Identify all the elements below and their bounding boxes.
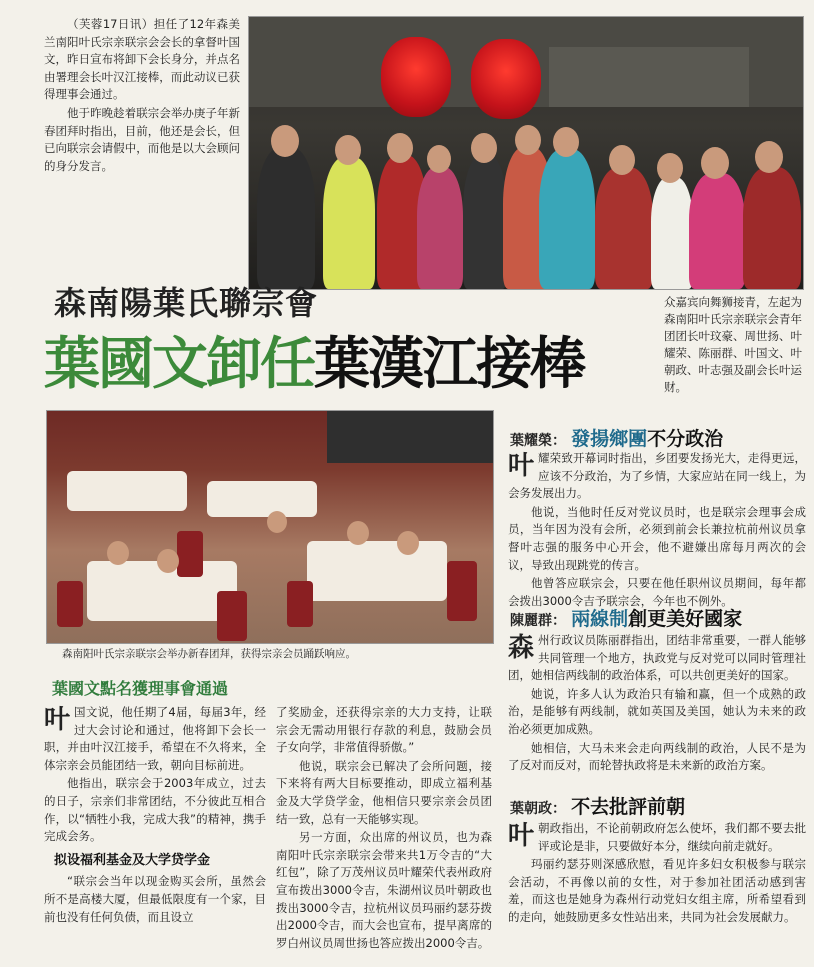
r1-paragraph-3: 他曾答应联宗会，只要在他任职州议员期间，每年都会拨出3000令吉予联宗会，今年也不例外。: [508, 576, 806, 608]
quote-3: 不去批評前朝: [571, 796, 686, 818]
speaker-name-ye-chao-zheng: 葉朝政：: [510, 801, 566, 817]
speaker-name-chen-li-qun: 陳麗群：: [510, 613, 566, 629]
speaker-name-ye-yao-rong: 葉耀榮：: [510, 433, 566, 449]
right-section-2-body: [508, 632, 806, 776]
left-col1-paragraph-3: “联宗会当年以现金购买会所，虽然会所不是高楼大厦，但最低限度有一个家，目前也没有任何负债，而且设立: [44, 874, 266, 924]
right-section-2-heading: [510, 604, 806, 631]
r2-paragraph-2: 她说，许多人认为政治只有输和赢，但一个成熟的政治，是能够有两线制，就如英国及美国，她认为未来的政治必须更加成熟。: [508, 686, 806, 736]
main-headline: [44, 320, 654, 400]
right-section-3-heading: [510, 792, 806, 819]
right-section-3-body: [508, 820, 806, 928]
left-col2-paragraph-3: 另一方面，众出席的州议员，也为森南阳叶氏宗亲联宗会带来共1万令吉的“大红包”，除了万茂州议员叶耀荣代表州政府宣布拨出3000令吉，朱湖州议员叶朝政也拨出3000令吉，拉杭州议员玛丽约瑟芬拨出2000令吉，而大会也宣布，提早离席的罗白州议员周世扬也答应拨出2000令吉。: [276, 830, 492, 950]
left-col1-paragraph-1: 国文说，他任期了4届，每届3年，经过大会讨论和通过，他将卸下会长一职，并由叶汉江接手，希望在不久将来，全体宗亲会员能团结一致，朝向目标前进。: [44, 705, 266, 772]
bottom-photo-caption: 森南阳叶氏宗亲联宗会举办新春团拜，获得宗亲会员踊跃响应。: [62, 648, 356, 660]
quote-blue-1: 發揚鄉團: [571, 428, 648, 450]
left-col2-paragraph-2: 他说，联宗会已解决了会所问题，接下来将有两大目标要推动，即成立福利基金及大学贷学金，他相信只要宗亲会员团结一致，总有一天能够实现。: [276, 758, 492, 826]
r1-paragraph-2: 他说，当他时任反对党议员时，也是联宗会理事会成员，当年因为没有会所，必须到前会长兼拉杭前州议员拿督叶志强的服务中心开会，他不避嫌出席每月两次的会议，导致出现跳党的传言。: [508, 504, 806, 572]
left-column-2: [276, 704, 492, 953]
dropcap-ye-3: 叶: [508, 821, 535, 851]
r2-paragraph-3: 她相信，大马未来会走向两线制的政治，人民不是为了反对而反对，而轮替执政将是未来新的政治方案。: [508, 740, 806, 773]
banquet-photo: [46, 410, 494, 644]
left-col2-paragraph-1: 了奖励金，还获得宗亲的大力支持，让联宗会无需动用银行存款的利息，鼓励会员子女向学，非常值得骄傲。”: [276, 705, 492, 755]
intro-paragraph-1: （芙蓉17日讯）担任了12年森美兰南阳叶氏宗亲联宗会会长的拿督叶国文，昨日宣布将卸下会长身分，并点名由署理会长叶汉江接棒，而此动议已获得理事会通过。: [44, 17, 240, 102]
headline-left: 葉國文卸任: [44, 331, 314, 397]
right-section-1-body: [508, 450, 806, 611]
intro-paragraph-2: 他于昨晚趁着联宗会举办庚子年新春团拜时指出，目前，他还是会长，但已向联宗会请假中，而他是以大会顾问的身分发言。: [44, 105, 240, 173]
lion-dance-photo: [248, 16, 804, 290]
quote-black-1: 不分政治: [647, 428, 724, 450]
quote-blue-2: 兩線制: [571, 608, 629, 630]
intro-article: [44, 16, 240, 176]
r3-paragraph-2: 玛丽约瑟芬则深感欣慰，看见许多妇女积极参与联宗会活动，不再像以前的女性，对于参加社团活动感到害羞，而这也是她身为森州行动党妇女组主席，所希望看到的走向，她鼓励更多女性站出来，共同为社会发展献力。: [508, 857, 806, 924]
dropcap-ye-2: 叶: [508, 451, 535, 481]
left-col1-subhead: 拟设福利基金及大学贷学金: [54, 852, 211, 868]
r1-paragraph-1: 耀荣致开幕词时指出，乡团要发扬光大，走得更远，应该不分政治，为了乡情，大家应站在同一线上，为会务发展出力。: [508, 451, 806, 501]
top-photo-caption: 众嘉宾向舞狮接青，左起为森南阳叶氏宗亲联宗会青年团团长叶玟豪、周世扬、叶耀荣、陈丽群、叶国文、叶朝政、叶志强及副会长叶运财。: [664, 295, 802, 394]
r2-paragraph-1: 州行政议员陈丽群指出，团结非常重要，一群人能够共同管理一个地方，执政党与反对党可以同时管理社团，她相信两线制的政治体系，可以共创更美好的国家。: [508, 633, 806, 683]
quote-black-2: 創更美好國家: [628, 608, 743, 630]
dropcap-sen: 森: [508, 633, 535, 663]
dropcap-ye: 叶: [44, 705, 71, 735]
right-section-1-heading: [510, 424, 806, 451]
organization-name: 森南陽葉氏聯宗會: [54, 284, 319, 322]
headline-right: 葉漢江接棒: [314, 331, 584, 397]
r3-paragraph-1: 朝政指出，不论前朝政府怎么使坏，我们都不要去批评或论是非，只要做好本分，继续向前走就好。: [538, 821, 806, 853]
left-section-title: 葉國文點名獲理事會通過: [52, 679, 229, 698]
left-column-1: [44, 704, 266, 927]
left-col1-paragraph-2: 他指出，联宗会于2003年成立，过去的日子，宗亲们非常团结，不分彼此互相合作，以“牺牲小我，完成大我”的精神，携手完成会务。: [44, 776, 266, 844]
